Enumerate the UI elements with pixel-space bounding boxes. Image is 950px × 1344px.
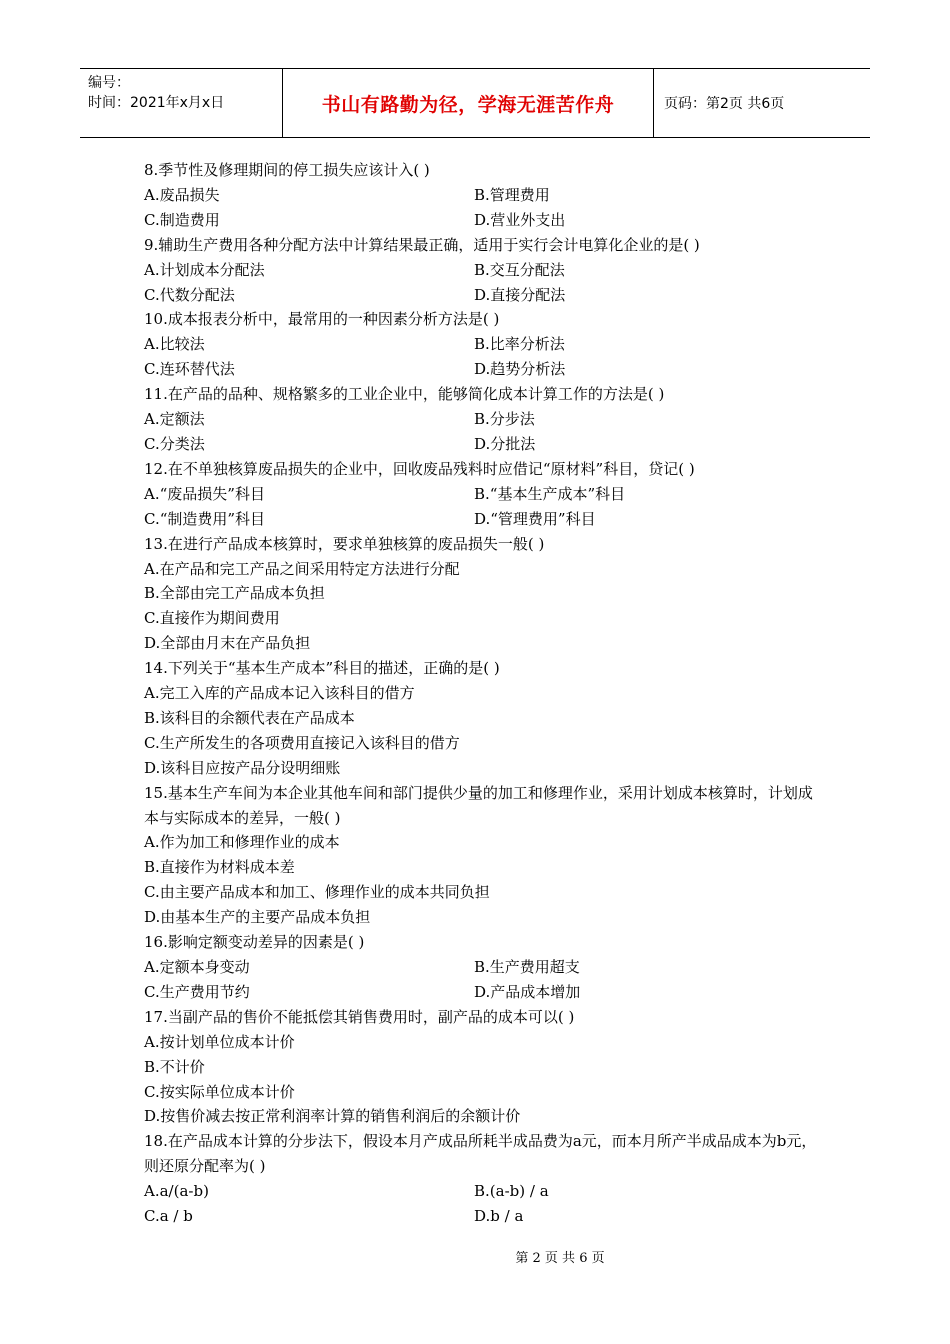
option-item: A.在产品和完工产品之间采用特定方法进行分配: [144, 559, 460, 578]
option-item: D.由基本生产的主要产品成本负担: [144, 908, 371, 927]
option-row: [144, 258, 824, 283]
option-item: C.制造费用: [144, 210, 220, 229]
option-item: D.营业外支出: [474, 210, 566, 229]
option-item: C.直接作为期间费用: [144, 609, 280, 628]
option-item: B.分步法: [474, 410, 535, 429]
option-item: C.a / b: [144, 1207, 193, 1226]
option-row: [144, 955, 824, 980]
question-list: [144, 158, 824, 1229]
time-label: 时间：2021年x月x日: [88, 95, 225, 111]
question-stem: 17.当副产品的售价不能抵偿其销售费用时，副产品的成本可以( ): [144, 1007, 575, 1026]
option-item: D.b / a: [474, 1207, 524, 1226]
option-item: D.直接分配法: [474, 285, 566, 304]
question-stem: 9.辅助生产费用各种分配方法中计算结果最正确，适用于实行会计电算化企业的是( ): [144, 235, 700, 254]
option-item: A.完工入库的产品成本记入该科目的借方: [144, 684, 415, 703]
option-item: B.该科目的余额代表在产品成本: [144, 708, 355, 727]
question-stem: 14.下列关于“基本生产成本”科目的描述，正确的是( ): [144, 659, 500, 678]
question-stem: 16.影响定额变动差异的因素是( ): [144, 933, 365, 952]
option-item: D.全部由月末在产品负担: [144, 634, 311, 653]
option-row: [144, 407, 824, 432]
option-item: D.按售价减去按正常利润率计算的销售利润后的余额计价: [144, 1107, 521, 1126]
motto-text: 书山有路勤为径，学海无涯苦作舟: [321, 93, 615, 116]
option-item: A.按计划单位成本计价: [144, 1032, 295, 1051]
option-item: C.分类法: [144, 434, 205, 453]
option-item: A.比较法: [144, 335, 205, 354]
option-row: [144, 208, 824, 233]
option-item: A.废品损失: [144, 185, 220, 204]
question-stem: 12.在不单独核算废品损失的企业中，回收废品残料时应借记“原材料”科目，贷记( ): [144, 459, 695, 478]
page-footer: 第 2 页 共 6 页: [515, 1251, 605, 1266]
question-stem: 11.在产品的品种、规格繁多的工业企业中，能够简化成本计算工作的方法是( ): [144, 385, 665, 404]
option-item: A.定额法: [144, 410, 205, 429]
option-item: B.交互分配法: [474, 260, 565, 279]
option-row: [144, 1179, 824, 1204]
option-item: D.产品成本增加: [474, 982, 581, 1001]
option-item: B.全部由完工产品成本负担: [144, 584, 325, 603]
option-item: B.管理费用: [474, 185, 550, 204]
option-item: B.直接作为材料成本差: [144, 858, 295, 877]
option-item: A.作为加工和修理作业的成本: [144, 833, 340, 852]
question-stem: 18.在产品成本计算的分步法下，假设本月产成品所耗半成品费为a元，而本月所产半成品成本为b元，则还原分配率为( ): [144, 1132, 817, 1176]
option-item: D.该科目应按产品分设明细账: [144, 758, 341, 777]
option-row: [144, 332, 824, 357]
option-item: A.定额本身变动: [144, 958, 250, 976]
option-row: [144, 1204, 824, 1229]
option-item: D.分批法: [474, 434, 536, 453]
option-row: [144, 980, 824, 1005]
option-item: A.“废品损失”科目: [144, 484, 265, 503]
option-item: B.(a-b) / a: [474, 1182, 549, 1201]
option-item: B.不计价: [144, 1057, 205, 1076]
option-item: C.代数分配法: [144, 285, 235, 304]
option-item: C.生产费用节约: [144, 982, 250, 1001]
option-item: A.a/(a-b): [144, 1182, 209, 1201]
question-stem: 8.季节性及修理期间的停工损失应该计入( ): [144, 161, 430, 179]
option-item: B.生产费用超支: [474, 958, 580, 976]
option-row: [144, 283, 824, 308]
option-row: [144, 507, 824, 532]
number-label: 编号：: [88, 75, 130, 91]
header-page-info-cell: [654, 69, 870, 137]
option-item: B.比率分析法: [474, 335, 565, 354]
header-left-cell: [80, 69, 282, 137]
page-info: 页码：第2页 共6页: [664, 96, 785, 112]
option-item: C.连环替代法: [144, 360, 235, 379]
option-item: C.生产所发生的各项费用直接记入该科目的借方: [144, 733, 460, 752]
header-motto-cell: [282, 69, 654, 137]
option-item: D.趋势分析法: [474, 360, 566, 379]
question-stem: 13.在进行产品成本核算时，要求单独核算的废品损失一般( ): [144, 534, 545, 553]
question-stem: 10.成本报表分析中，最常用的一种因素分析方法是( ): [144, 310, 500, 329]
option-row: [144, 357, 824, 382]
question-stem: 15.基本生产车间为本企业其他车间和部门提供少量的加工和修理作业，采用计划成本核算时，计划成本与实际成本的差异，一般( ): [144, 783, 813, 827]
option-item: B.“基本生产成本”科目: [474, 484, 626, 503]
option-row: [144, 482, 824, 507]
option-item: C.由主要产品成本和加工、修理作业的成本共同负担: [144, 883, 490, 902]
option-row: [144, 183, 824, 208]
page-header: [80, 68, 870, 138]
option-item: C.按实际单位成本计价: [144, 1082, 295, 1101]
option-item: D.“管理费用”科目: [474, 509, 596, 528]
option-item: A.计划成本分配法: [144, 260, 265, 279]
option-row: [144, 432, 824, 457]
option-item: C.“制造费用”科目: [144, 509, 266, 528]
